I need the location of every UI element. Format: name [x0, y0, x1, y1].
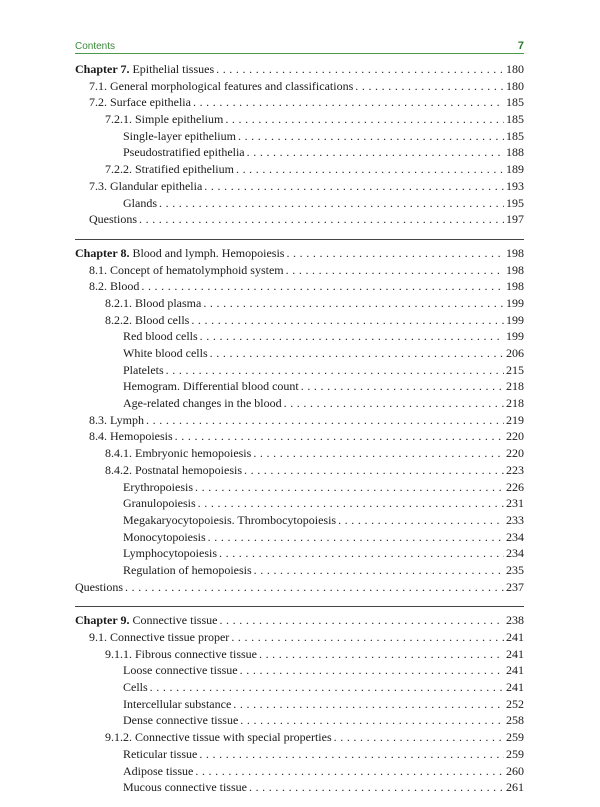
entry-page: 198 — [506, 262, 524, 277]
entry-title: 8.1. Concept of hematolymphoid system — [89, 262, 284, 277]
entry-title: Glands — [123, 195, 157, 210]
entry-page: 226 — [506, 479, 524, 494]
entry-title: 8.3. Lymph — [89, 412, 145, 427]
leader-dots — [193, 95, 504, 110]
toc-entry[interactable] — [75, 713, 524, 730]
chapter-heading[interactable] — [75, 613, 524, 630]
entry-title: 7.1. General morphological features and classifications — [89, 78, 354, 93]
chapter-title: Epithelial tissues — [132, 62, 215, 76]
entry-page: 185 — [506, 128, 524, 143]
entry-title: Regulation of hemopoiesis — [123, 562, 252, 577]
leader-dots — [139, 212, 504, 227]
entry-page: 233 — [506, 512, 524, 527]
entry-title: 9.1.1. Fibrous connective tissue — [105, 646, 257, 661]
entry-page: 237 — [506, 579, 524, 594]
toc-entry[interactable] — [75, 263, 524, 280]
leader-dots — [216, 62, 504, 77]
entry-page: 241 — [506, 680, 524, 695]
toc-entry[interactable] — [75, 480, 524, 497]
entry-page: 185 — [506, 112, 524, 127]
leader-dots — [254, 563, 504, 578]
leader-dots — [208, 530, 504, 545]
toc-entry[interactable] — [75, 630, 524, 647]
toc-entry[interactable] — [75, 413, 524, 430]
entry-page: 241 — [506, 646, 524, 661]
toc-entry[interactable] — [75, 580, 524, 597]
leader-dots — [233, 697, 504, 712]
entry-page: 234 — [506, 546, 524, 561]
entry-page: 199 — [506, 295, 524, 310]
chapter-page: 180 — [506, 62, 524, 76]
chapter-heading[interactable] — [75, 246, 524, 263]
leader-dots — [141, 279, 504, 294]
toc-entry[interactable] — [75, 546, 524, 563]
entry-page: 185 — [506, 95, 524, 110]
toc-entry[interactable] — [75, 79, 524, 96]
entry-title: White blood cells — [123, 346, 208, 360]
leader-dots — [236, 162, 504, 177]
running-title: Contents — [75, 41, 116, 52]
toc-entry[interactable] — [75, 329, 524, 346]
entry-page: 258 — [506, 713, 524, 728]
leader-dots — [338, 513, 504, 528]
entry-title: Erythropoiesis — [123, 479, 193, 494]
leader-dots — [200, 329, 504, 344]
leader-dots — [355, 79, 504, 94]
toc-entry[interactable] — [75, 680, 524, 697]
entry-page: 197 — [506, 212, 524, 227]
leader-dots — [286, 246, 504, 261]
toc-entry[interactable] — [75, 296, 524, 313]
entry-title: 8.2.1. Blood plasma — [105, 295, 202, 310]
entry-page: 259 — [506, 746, 524, 761]
entry-title: 9.1. Connective tissue proper — [89, 630, 230, 644]
chapter-block — [75, 239, 524, 596]
entry-title: Platelets — [123, 362, 164, 377]
leader-dots — [125, 580, 504, 595]
entry-title: Granulopoiesis — [123, 496, 196, 511]
chapter-label: Chapter 9. — [75, 613, 130, 628]
page-header — [75, 32, 524, 52]
toc-entry[interactable] — [75, 162, 524, 179]
entry-title: Intercellular substance — [123, 696, 232, 711]
entry-page: 188 — [506, 145, 524, 160]
toc-entry[interactable] — [75, 663, 524, 680]
entry-title: 7.2. Surface epithelia — [89, 95, 191, 110]
toc-entry[interactable] — [75, 396, 524, 413]
leader-dots — [203, 296, 504, 311]
leader-dots — [175, 429, 504, 444]
entry-title: 8.2.2. Blood cells — [105, 312, 190, 327]
chapter-heading[interactable] — [75, 62, 524, 79]
toc-entry[interactable] — [75, 112, 524, 129]
leader-dots — [195, 480, 504, 495]
toc-entry[interactable] — [75, 563, 524, 580]
chapter-page: 238 — [506, 613, 524, 628]
toc-entry[interactable] — [75, 145, 524, 162]
leader-dots — [244, 463, 504, 478]
entry-page: 199 — [506, 329, 524, 344]
entry-title: Pseudostratified epithelia — [123, 145, 245, 160]
entry-page: 219 — [506, 412, 524, 427]
toc-entry[interactable] — [75, 313, 524, 330]
entry-title: 8.2. Blood — [89, 279, 140, 294]
entry-page: 235 — [506, 562, 524, 577]
leader-dots — [286, 263, 504, 278]
leader-dots — [199, 747, 504, 762]
entry-page: 231 — [506, 496, 524, 511]
entry-page: 220 — [506, 446, 524, 461]
toc-entry[interactable] — [75, 212, 524, 229]
toc-entry[interactable] — [75, 530, 524, 547]
toc-entry[interactable] — [75, 363, 524, 380]
toc-entry[interactable] — [75, 764, 524, 781]
entry-page: 218 — [506, 379, 524, 394]
entry-page: 198 — [506, 279, 524, 294]
leader-dots — [146, 413, 504, 428]
chapter-label: Chapter 7. — [75, 62, 130, 76]
toc-entry[interactable] — [75, 463, 524, 480]
chapter-block — [75, 62, 524, 229]
leader-dots — [231, 630, 504, 645]
chapter-title: Connective tissue — [132, 613, 218, 628]
toc-entry[interactable] — [75, 747, 524, 764]
leader-dots — [259, 647, 504, 662]
toc-entry[interactable] — [75, 697, 524, 714]
entry-title: 9.1.2. Connective tissue with special properties — [105, 730, 332, 745]
entry-title: Loose connective tissue — [123, 663, 238, 678]
entry-title: Lymphocytopoiesis — [123, 546, 217, 561]
leader-dots — [240, 663, 504, 678]
entry-title: Age-related changes in the blood — [123, 396, 282, 411]
leader-dots — [284, 396, 504, 411]
toc-entry[interactable] — [75, 129, 524, 146]
entry-title: Questions — [75, 579, 123, 594]
toc-entry[interactable] — [75, 179, 524, 196]
leader-dots — [219, 546, 504, 561]
entry-page: 259 — [506, 730, 524, 745]
entry-page: 218 — [506, 396, 524, 411]
entry-page: 241 — [506, 663, 524, 678]
leader-dots — [238, 129, 504, 144]
entry-title: 8.4.1. Embryonic hemopoiesis — [105, 446, 252, 461]
leader-dots — [253, 446, 504, 461]
entry-page: 193 — [506, 178, 524, 193]
toc-entry[interactable] — [75, 379, 524, 396]
entry-page: 206 — [506, 346, 524, 360]
leader-dots — [166, 363, 504, 378]
entry-title: 7.2.2. Stratified epithelium — [105, 162, 234, 177]
leader-dots — [225, 112, 504, 127]
leader-dots — [240, 713, 504, 728]
entry-title: Hemogram. Differential blood count — [123, 379, 299, 394]
toc-entry[interactable] — [75, 279, 524, 296]
table-of-contents — [75, 62, 524, 807]
entry-page: 241 — [506, 630, 524, 644]
entry-title: Single-layer epithelium — [123, 128, 236, 143]
entry-page: 234 — [506, 529, 524, 544]
toc-entry[interactable] — [75, 346, 524, 363]
page-number: 7 — [517, 40, 524, 52]
leader-dots — [301, 379, 504, 394]
chapter-page: 198 — [506, 245, 524, 260]
toc-entry[interactable] — [75, 513, 524, 530]
leader-dots — [334, 730, 504, 745]
entry-page: 199 — [506, 312, 524, 327]
leader-dots — [247, 145, 504, 160]
leader-dots — [204, 179, 504, 194]
toc-entry[interactable] — [75, 95, 524, 112]
entry-title: Megakaryocytopoiesis. Thrombocytopoiesis — [123, 512, 337, 527]
entry-title: 7.2.1. Simple epithelium — [105, 112, 224, 127]
entry-title: Reticular tissue — [123, 746, 198, 761]
toc-entry[interactable] — [75, 446, 524, 463]
entry-title: 8.4.2. Postnatal hemopoiesis — [105, 462, 242, 477]
entry-page: 195 — [506, 195, 524, 210]
toc-entry[interactable] — [75, 780, 524, 797]
entry-page: 252 — [506, 696, 524, 711]
entry-title: 8.4. Hemopoiesis — [89, 429, 173, 444]
toc-entry[interactable] — [75, 730, 524, 747]
chapter-block — [75, 606, 524, 797]
header-rule — [75, 53, 524, 54]
entry-page: 223 — [506, 462, 524, 477]
entry-title: Red blood cells — [123, 329, 198, 344]
entry-page: 220 — [506, 429, 524, 444]
toc-entry[interactable] — [75, 496, 524, 513]
entry-title: Questions — [89, 212, 137, 227]
leader-dots — [159, 196, 504, 211]
entry-page: 260 — [506, 763, 524, 778]
entry-page: 180 — [506, 78, 524, 93]
entry-page: 189 — [506, 162, 524, 177]
entry-title: 7.3. Glandular epithelia — [89, 178, 203, 193]
chapter-label: Chapter 8. — [75, 245, 130, 260]
leader-dots — [198, 496, 504, 511]
leader-dots — [150, 680, 504, 695]
entry-title: Mucous connective tissue — [123, 780, 247, 795]
entry-title: Adipose tissue — [123, 763, 194, 778]
entry-title: Monocytopoiesis — [123, 529, 206, 544]
entry-page: 261 — [506, 780, 524, 795]
toc-entry[interactable] — [75, 647, 524, 664]
toc-entry[interactable] — [75, 429, 524, 446]
leader-dots — [191, 313, 504, 328]
entry-title: Cells — [123, 680, 148, 695]
toc-entry[interactable] — [75, 196, 524, 213]
entry-page: 215 — [506, 362, 524, 377]
leader-dots — [210, 346, 504, 361]
leader-dots — [195, 764, 504, 779]
entry-title: Dense connective tissue — [123, 713, 239, 728]
leader-dots — [219, 613, 504, 628]
chapter-title: Blood and lymph. Hemopoiesis — [132, 245, 285, 260]
leader-dots — [249, 780, 504, 795]
